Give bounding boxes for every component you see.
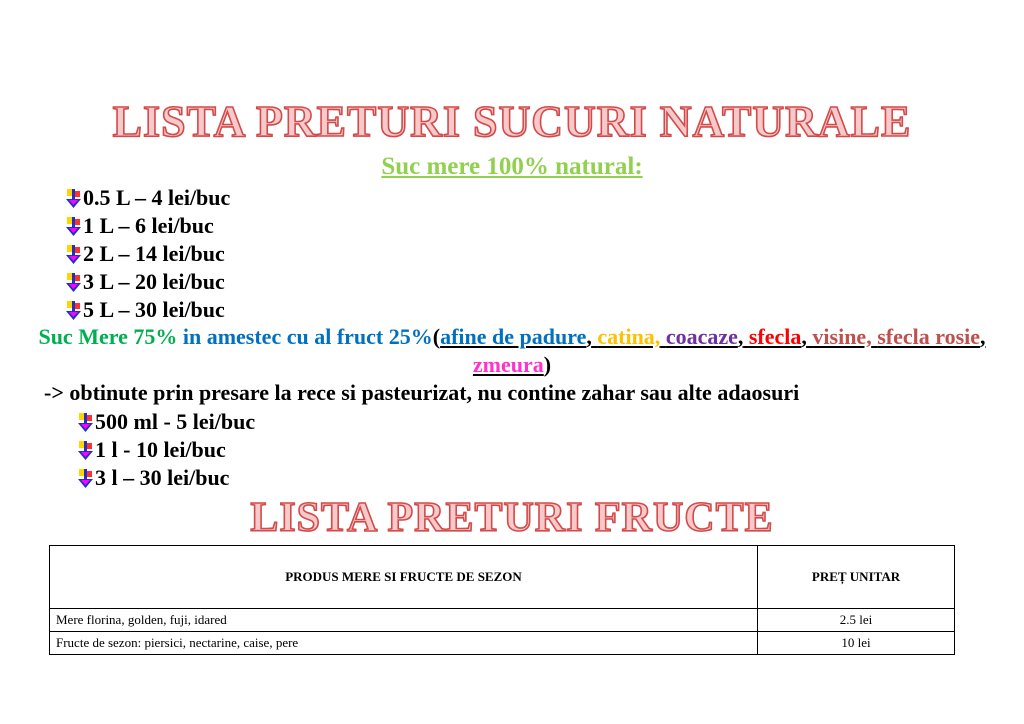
open-paren: (	[432, 324, 441, 349]
price-item-label: 500 ml - 5 lei/buc	[95, 409, 256, 434]
close-paren: )	[543, 352, 552, 377]
table-row	[50, 632, 955, 655]
fruit-price-table	[49, 545, 955, 655]
product-column-header: PRODUS MERE SI FRUCTE DE SEZON	[50, 546, 758, 609]
list-item	[78, 408, 255, 436]
list-item	[78, 464, 255, 492]
mixed-juice-price-list	[78, 408, 255, 492]
price-item-label: 1 L – 6 lei/buc	[83, 213, 214, 238]
apple-juice-heading: Suc mere 100% natural:	[381, 153, 643, 180]
list-item	[66, 212, 230, 240]
mix-apple-share: Suc Mere 75%	[38, 324, 178, 349]
list-item	[66, 296, 230, 324]
apple-juice-price-list	[66, 184, 230, 324]
product-cell: Fructe de sezon: piersici, nectarine, caise, pere	[50, 632, 758, 655]
table-row	[50, 609, 955, 632]
mix-fruit-share: in amestec cu al fruct 25%	[177, 324, 433, 349]
arrow-down-bullet-icon	[78, 412, 94, 432]
fruit-price-list-title: LISTA PRETURI FRUCTE	[250, 495, 774, 541]
flavor-separator: ,	[586, 324, 592, 349]
list-item	[66, 240, 230, 268]
arrow-down-bullet-icon	[78, 468, 94, 488]
juice-price-list-title: LISTA PRETURI SUCURI NATURALE	[112, 97, 912, 146]
flavor-sfecla: sfecla	[748, 324, 802, 349]
arrow-down-bullet-icon	[66, 216, 82, 236]
price-item-label: 0.5 L – 4 lei/buc	[83, 185, 231, 210]
price-cell: 2.5 lei	[758, 609, 955, 632]
flavor-separator: ,	[737, 324, 744, 349]
price-item-label: 1 l - 10 lei/buc	[95, 437, 226, 462]
price-item-label: 3 l – 30 lei/buc	[95, 465, 230, 490]
flavor-separator: ,	[801, 324, 807, 349]
product-cell: Mere florina, golden, fuji, idared	[50, 609, 758, 632]
price-item-label: 5 L – 30 lei/buc	[83, 297, 225, 322]
arrow-down-bullet-icon	[66, 300, 82, 320]
list-item	[66, 184, 230, 212]
arrow-down-bullet-icon	[66, 272, 82, 292]
table-header-row	[50, 546, 955, 609]
flavor-catina: catina,	[597, 324, 661, 349]
flavor-visine: visine,	[812, 324, 872, 349]
flavor-afine: afine de padure	[440, 324, 587, 349]
flavor-separator: ,	[980, 324, 986, 349]
production-note: -> obtinute prin presare la rece si pasteurizat, nu contine zahar sau alte adaosuri	[44, 380, 800, 405]
price-item-label: 3 L – 20 lei/buc	[83, 269, 225, 294]
arrow-down-bullet-icon	[78, 440, 94, 460]
flavor-sfecla-rosie: sfecla rosie	[877, 324, 981, 349]
arrow-down-bullet-icon	[66, 188, 82, 208]
price-cell: 10 lei	[758, 632, 955, 655]
mixed-juice-description	[30, 323, 994, 379]
unit-price-column-header: PREȚ UNITAR	[758, 546, 955, 609]
price-item-label: 2 L – 14 lei/buc	[83, 241, 225, 266]
list-item	[66, 268, 230, 296]
flavor-zmeura: zmeura	[472, 352, 544, 377]
list-item	[78, 436, 255, 464]
flavor-coacaze: coacaze	[665, 324, 738, 349]
arrow-down-bullet-icon	[66, 244, 82, 264]
